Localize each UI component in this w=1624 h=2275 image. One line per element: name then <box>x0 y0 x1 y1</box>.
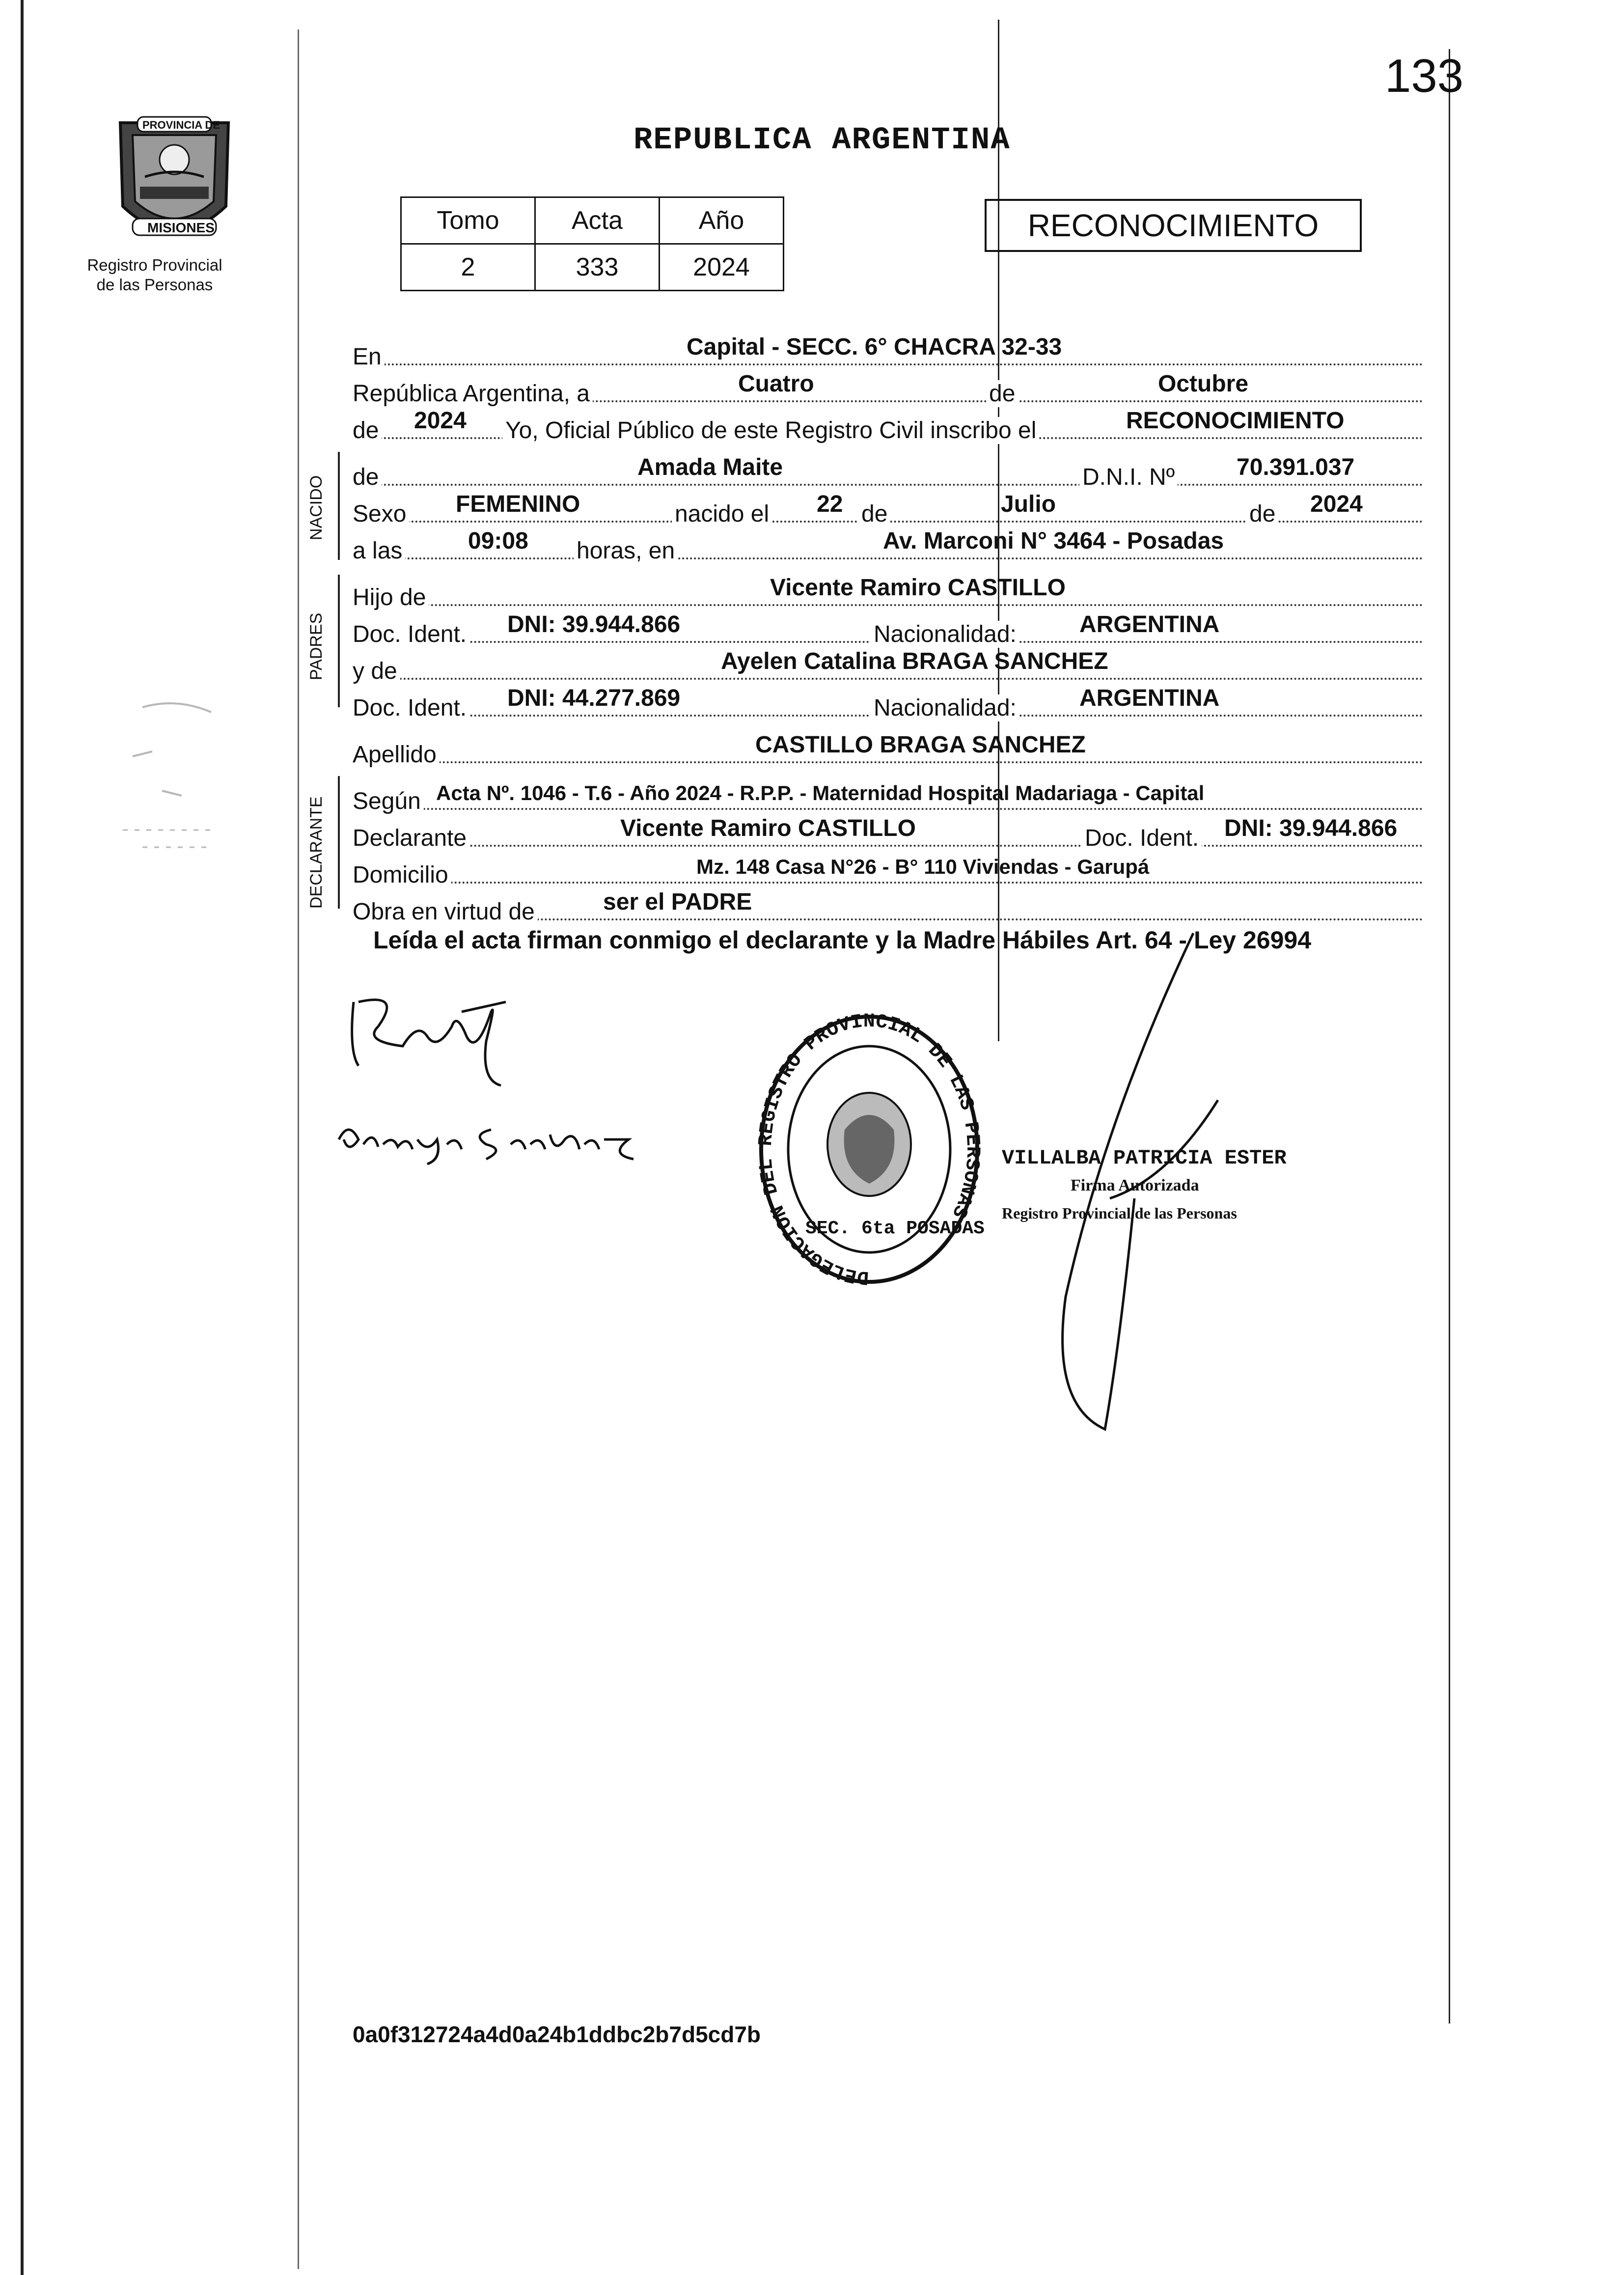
record-type-box: RECONOCIMIENTO <box>985 199 1362 252</box>
birth-de-label: de <box>858 500 890 527</box>
oficial-text: Yo, Oficial Público de este Registro Civil inscribo el <box>502 417 1039 444</box>
stamp-center-text: SEC. 6ta POSADAS <box>805 1218 985 1239</box>
segun-label: Según <box>353 788 424 815</box>
father-doc-value: DNI: 39.944.866 <box>507 611 681 638</box>
a-las-label: a las <box>353 537 405 564</box>
logo-caption <box>74 255 236 295</box>
row-father-doc <box>353 607 1423 647</box>
ref-value-tomo: 2 <box>401 244 535 291</box>
domicilio-value: Mz. 148 Casa N°26 - B° 110 Viviendas - Garupá <box>696 855 1150 878</box>
apellido-label: Apellido <box>353 741 440 768</box>
logo-caption-line1: Registro Provincial <box>87 256 222 274</box>
stamp-ring-text: DELEGACION DEL REGISTRO PROVINCIAL DE LAS PERSONAS <box>755 1012 984 1288</box>
declarante-section-label: DECLARANTE <box>307 796 326 909</box>
row-en <box>353 329 1423 370</box>
de-label: de <box>986 380 1018 407</box>
father-nat-label: Nacionalidad: <box>871 621 1019 648</box>
father-nat-value: ARGENTINA <box>1079 611 1220 638</box>
reference-table <box>400 196 784 291</box>
ref-value-acta: 333 <box>535 244 660 291</box>
inscribe-value: RECONOCIMIENTO <box>1126 408 1345 434</box>
mother-name-value: Ayelen Catalina BRAGA SANCHEZ <box>721 648 1108 674</box>
binding-line <box>298 29 299 2269</box>
row-nacido-hora <box>353 523 1423 564</box>
row-y-de <box>353 643 1423 684</box>
declarante-doc-value: DNI: 39.944.866 <box>1224 815 1398 841</box>
en-value: Capital - SECC. 6° CHACRA 32-33 <box>687 334 1062 360</box>
nacido-section-label: NACIDO <box>307 475 326 540</box>
row-obra <box>353 884 1423 925</box>
declarante-doc-label: Doc. Ident. <box>1082 825 1202 852</box>
mother-doc-value: DNI: 44.277.869 <box>507 685 681 711</box>
declarante-value: Vicente Ramiro CASTILLO <box>620 815 916 841</box>
official-block <box>1002 1144 1287 1227</box>
ref-header-acta: Acta <box>535 197 660 244</box>
dni-label: D.N.I. Nº <box>1079 464 1178 491</box>
birth-place-value: Av. Marconi N° 3464 - Posadas <box>883 528 1224 554</box>
registry-round-stamp <box>751 1012 987 1299</box>
month-value: Octubre <box>1158 371 1249 397</box>
birth-year-value: 2024 <box>1310 491 1363 517</box>
en-label: En <box>353 343 385 370</box>
page-number: 133 <box>1385 50 1464 102</box>
nacido-el-label: nacido el <box>672 500 772 527</box>
horas-label: horas, en <box>574 537 678 564</box>
faded-margin-stamp <box>113 697 241 874</box>
ref-header-tomo: Tomo <box>401 197 535 244</box>
father-name-value: Vicente Ramiro CASTILLO <box>770 575 1066 601</box>
row-anio <box>353 403 1423 444</box>
birth-month-value: Julio <box>1001 491 1056 517</box>
closing-text: Leída el acta firman conmigo el declarante y la Madre Hábiles Art. 64 - Ley 26994 <box>373 926 1312 954</box>
row-segun <box>353 774 1423 814</box>
sexo-value: FEMENINO <box>456 491 580 517</box>
logo-caption-line2: de las Personas <box>96 276 213 294</box>
row-domicilio <box>353 847 1423 888</box>
ref-header-anio: Año <box>660 197 784 244</box>
declarante-signature <box>344 982 521 1093</box>
day-value: Cuatro <box>738 371 814 397</box>
row-hijo-de <box>353 570 1423 610</box>
ref-value-anio: 2024 <box>660 244 784 291</box>
emblem-bottom-text: MISIONES <box>147 220 215 235</box>
year-label: de <box>353 417 382 444</box>
row-apellido <box>353 727 1423 768</box>
header-title: REPUBLICA ARGENTINA <box>633 123 1011 158</box>
domicilio-label: Domicilio <box>353 861 451 888</box>
padres-bracket <box>338 575 344 707</box>
official-name: VILLALBA PATRICIA ESTER <box>1002 1146 1287 1170</box>
emblem-top-text: PROVINCIA DE <box>142 119 220 131</box>
mother-doc-label: Doc. Ident. <box>353 694 469 721</box>
dni-value: 70.391.037 <box>1237 454 1355 480</box>
child-name-value: Amada Maite <box>637 454 783 480</box>
right-margin-line <box>1449 49 1450 2024</box>
obra-label: Obra en virtud de <box>353 898 538 925</box>
apellido-value: CASTILLO BRAGA SANCHEZ <box>755 732 1086 758</box>
birth-day-value: 22 <box>817 491 843 517</box>
year-value: 2024 <box>414 408 467 434</box>
document-hash: 0a0f312724a4d0a24b1ddbc2b7d5cd7b <box>353 2022 761 2047</box>
republica-label: República Argentina, a <box>353 380 593 407</box>
row-nacido-sexo <box>353 486 1423 527</box>
row-declarante <box>353 810 1423 851</box>
hijo-de-label: Hijo de <box>353 584 429 611</box>
row-nacido-nombre <box>353 449 1423 490</box>
mother-nat-value: ARGENTINA <box>1079 685 1220 711</box>
sexo-label: Sexo <box>353 500 409 527</box>
official-org: Registro Provincial de las Personas <box>1002 1204 1237 1222</box>
madre-signature <box>329 1110 643 1171</box>
time-value: 09:08 <box>468 528 528 554</box>
y-de-label: y de <box>353 658 400 685</box>
declarante-label: Declarante <box>353 825 469 852</box>
padres-section-label: PADRES <box>307 612 326 680</box>
row-mother-doc <box>353 680 1423 721</box>
father-doc-label: Doc. Ident. <box>353 621 469 648</box>
official-role: Firma Autorizada <box>1071 1176 1199 1194</box>
nacido-bracket <box>338 452 344 560</box>
declarante-bracket <box>338 776 344 909</box>
segun-value: Acta Nº. 1046 - T.6 - Año 2024 - R.P.P. - Maternidad Hospital Madariaga - Capital <box>436 781 1205 805</box>
row-fecha <box>353 366 1423 407</box>
mother-nat-label: Nacionalidad: <box>871 694 1019 721</box>
left-margin-line <box>21 0 24 2275</box>
birth-de-label2: de <box>1246 500 1278 527</box>
obra-value: ser el PADRE <box>603 889 752 915</box>
nacido-de-label: de <box>353 464 382 491</box>
